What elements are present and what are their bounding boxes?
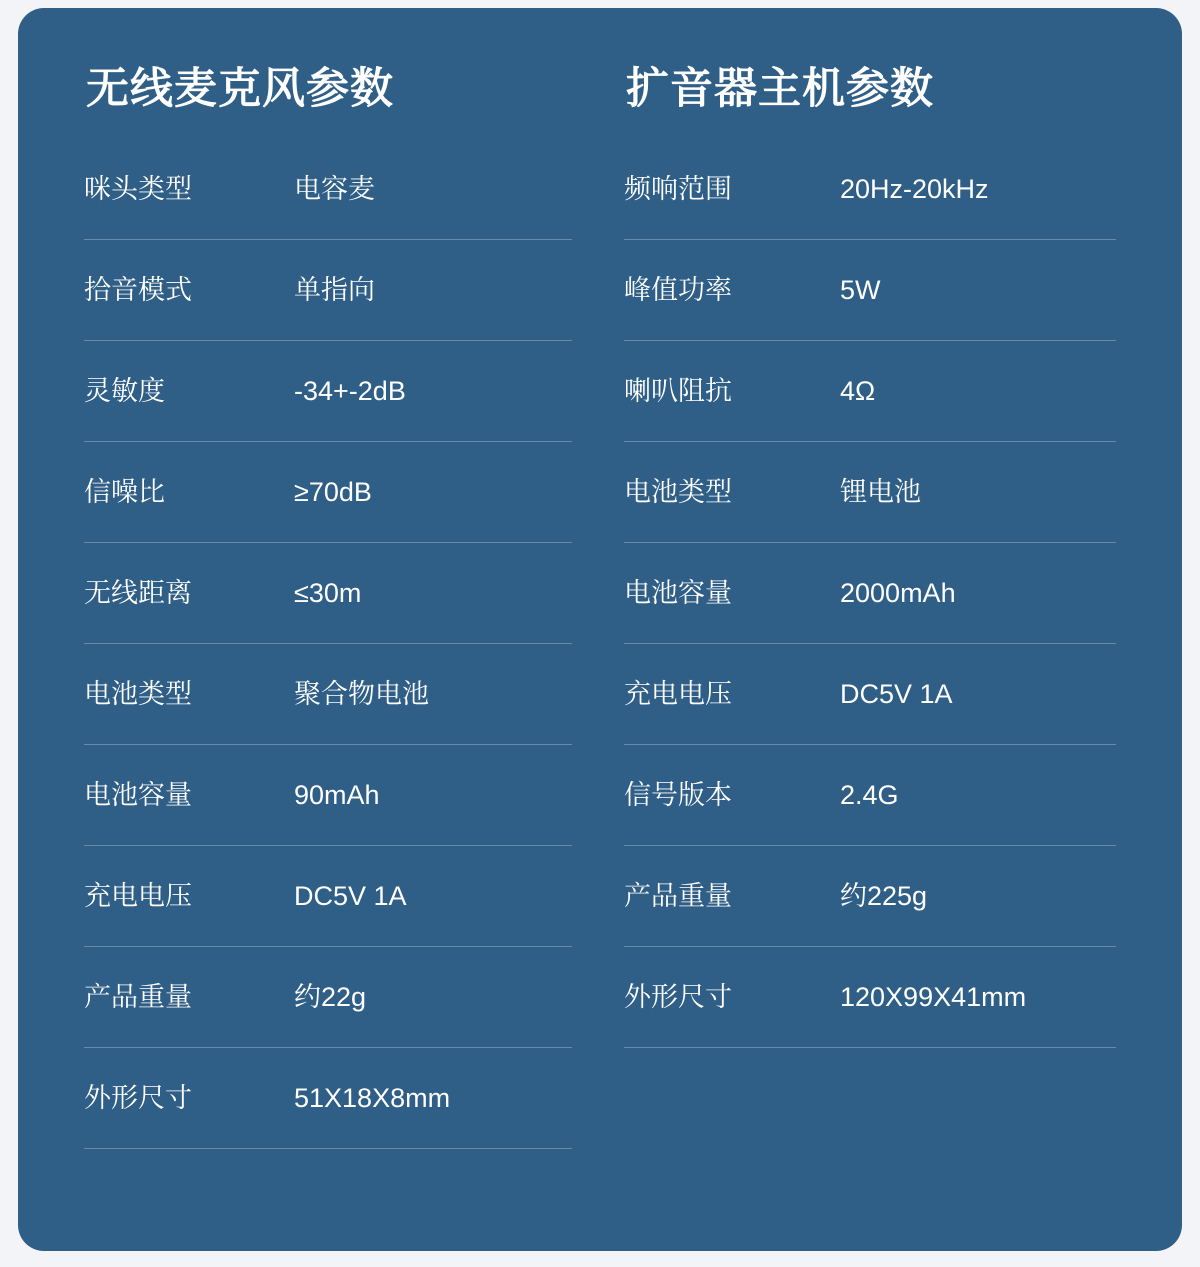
spec-value: 51X18X8mm [294, 1083, 451, 1114]
spec-value: 2.4G [840, 780, 899, 811]
spec-label: 充电电压 [624, 679, 732, 710]
spec-value: 20Hz-20kHz [840, 174, 989, 205]
spec-label: 信噪比 [84, 477, 165, 508]
spec-label: 灵敏度 [84, 376, 165, 407]
spec-row-spacer [624, 1048, 1116, 1149]
spec-label: 喇叭阻抗 [624, 376, 732, 407]
spec-label: 咪头类型 [84, 174, 192, 205]
spec-label: 峰值功率 [624, 275, 732, 306]
spec-row [624, 240, 1116, 341]
spec-label: 充电电压 [84, 881, 192, 912]
column-title-microphone: 无线麦克风参数 [86, 65, 394, 113]
spec-label: 信号版本 [624, 780, 732, 811]
spec-column-microphone [84, 66, 600, 1251]
spec-row [624, 644, 1116, 745]
spec-row [84, 1048, 572, 1149]
spec-columns [18, 8, 1182, 1251]
spec-row [624, 139, 1116, 240]
spec-value: -34+-2dB [294, 376, 406, 407]
spec-row [84, 846, 572, 947]
spec-value: 2000mAh [840, 578, 956, 609]
spec-row [84, 240, 572, 341]
spec-label: 电池类型 [84, 679, 192, 710]
spec-value: DC5V 1A [840, 679, 953, 710]
spec-value: 单指向 [294, 275, 375, 306]
spec-row [624, 846, 1116, 947]
spec-card [18, 8, 1182, 1251]
spec-value: 4Ω [840, 376, 876, 407]
spec-value: 锂电池 [840, 477, 921, 508]
spec-label: 外形尺寸 [624, 982, 732, 1013]
spec-label: 电池容量 [624, 578, 732, 609]
spec-value: ≥70dB [294, 477, 372, 508]
spec-row [84, 442, 572, 543]
spec-value: ≤30m [294, 578, 362, 609]
spec-rows-speaker [624, 139, 1116, 1149]
spec-row [84, 341, 572, 442]
spec-label: 电池容量 [84, 780, 192, 811]
spec-value: 120X99X41mm [840, 982, 1027, 1013]
spec-value: DC5V 1A [294, 881, 407, 912]
spec-label: 外形尺寸 [84, 1083, 192, 1114]
spec-value: 电容麦 [294, 174, 375, 205]
spec-rows-microphone [84, 139, 572, 1149]
spec-label: 电池类型 [624, 477, 732, 508]
spec-label: 无线距离 [84, 578, 192, 609]
spec-label: 产品重量 [624, 881, 732, 912]
spec-value: 约225g [840, 881, 928, 912]
spec-row [624, 341, 1116, 442]
spec-label: 拾音模式 [84, 275, 192, 306]
spec-row [84, 543, 572, 644]
spec-label: 频响范围 [624, 174, 732, 205]
spec-row [84, 644, 572, 745]
spec-label: 产品重量 [84, 982, 192, 1013]
spec-row [624, 442, 1116, 543]
spec-row [624, 745, 1116, 846]
spec-row [84, 139, 572, 240]
spec-value: 约22g [294, 982, 367, 1013]
spec-column-speaker [600, 66, 1116, 1251]
spec-value: 90mAh [294, 780, 380, 811]
spec-value: 5W [840, 275, 881, 306]
spec-value: 聚合物电池 [294, 679, 429, 710]
spec-row [624, 543, 1116, 644]
column-title-speaker: 扩音器主机参数 [626, 65, 934, 113]
spec-row [84, 947, 572, 1048]
spec-row [624, 947, 1116, 1048]
spec-row [84, 745, 572, 846]
